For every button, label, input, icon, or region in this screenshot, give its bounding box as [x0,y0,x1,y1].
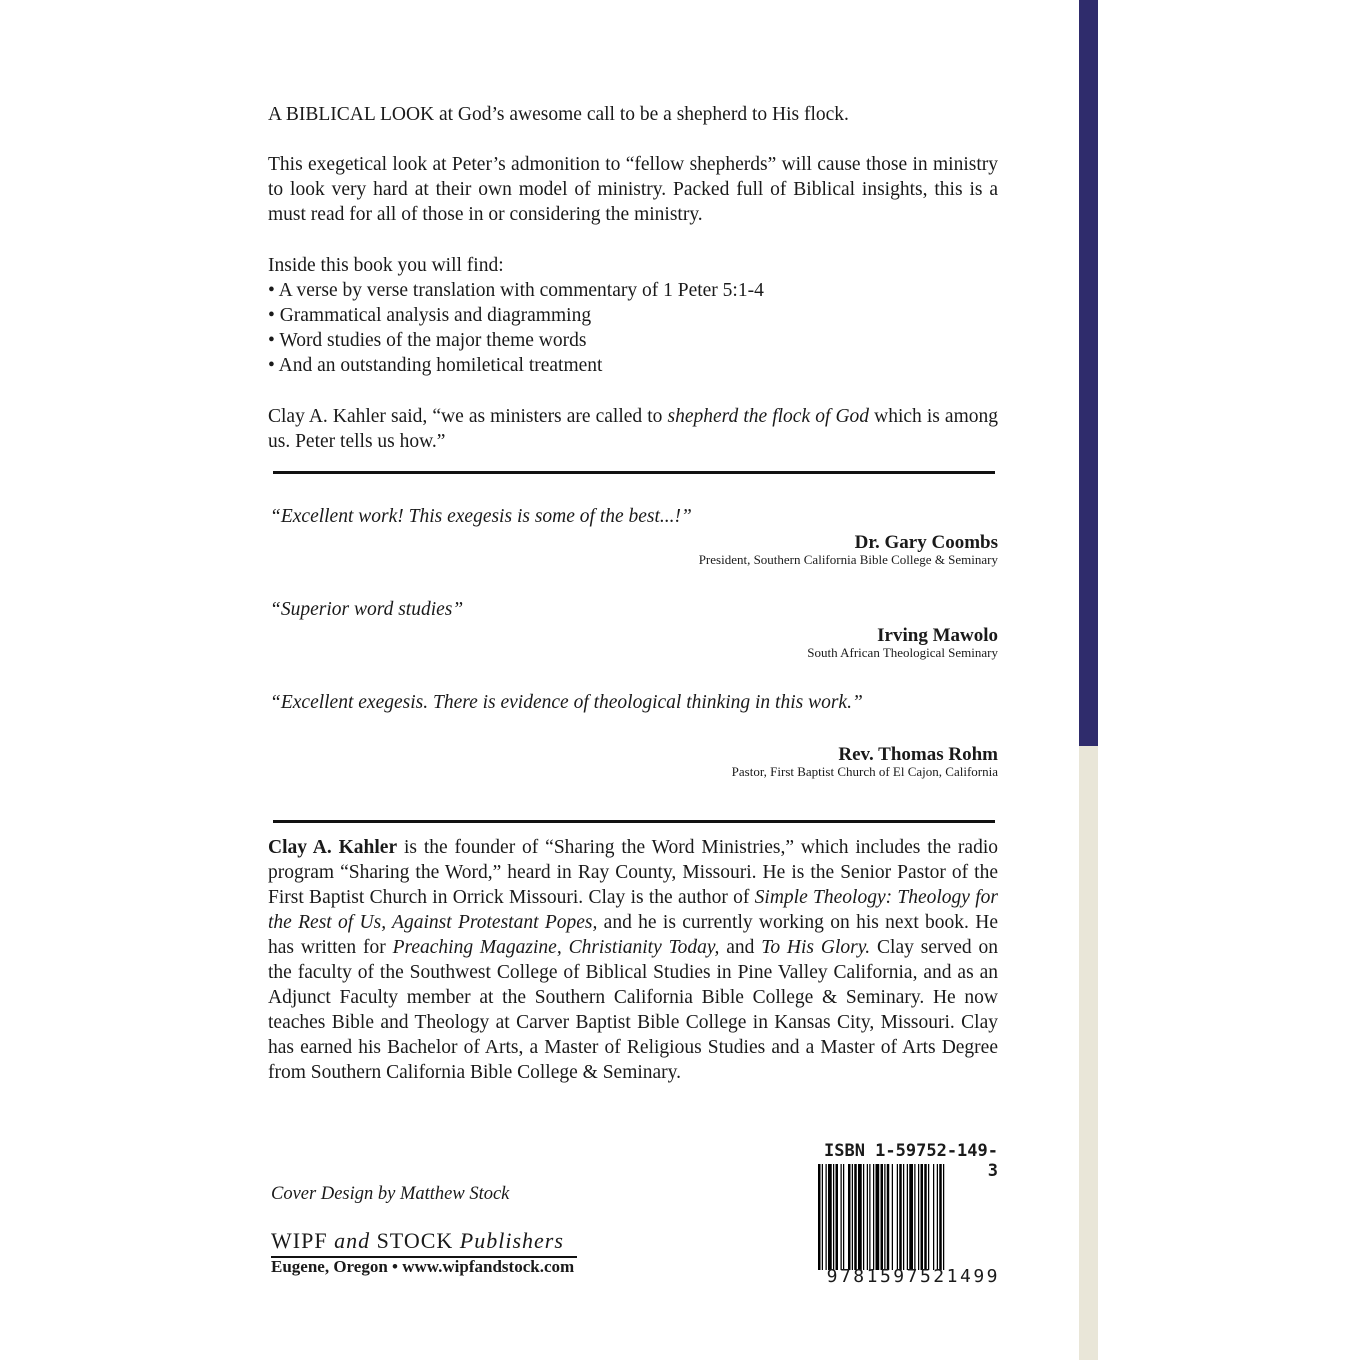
author-bio [268,835,998,1085]
endorser-role: President, Southern California Bible College & Seminary [698,552,998,567]
author-name: Clay A. Kahler [268,837,398,858]
barcode-bar [907,1164,908,1270]
barcode-bar [852,1164,853,1270]
endorsement-attribution [500,626,998,660]
endorsement-quote: “Excellent work! This exegesis is some of the best...!” [270,506,692,527]
barcode-bar [863,1164,864,1270]
endorser-name: Dr. Gary Coombs [854,532,998,553]
barcode-bar [924,1164,927,1270]
barcode-bar [876,1164,880,1270]
barcode-bar [884,1164,885,1270]
barcode-bar [937,1164,938,1270]
endorser-role: Pastor, First Baptist Church of El Cajon, California [731,764,998,779]
contents-list [268,253,998,378]
barcode-bar [858,1164,862,1270]
barcode-bar [933,1164,934,1270]
endorser-name: Irving Mawolo [877,625,998,646]
blurb-description [268,152,998,227]
barcode-bar [928,1164,929,1270]
barcode-bar [914,1164,915,1270]
barcode-bar [939,1164,942,1270]
barcode-bar [818,1164,821,1270]
endorser-role: South African Theological Seminary [807,645,998,660]
barcode-bar [918,1164,919,1270]
cover-design-credit: Cover Design by Matthew Stock [271,1184,510,1204]
barcode-bar [867,1164,868,1270]
barcode-bar [892,1164,893,1270]
spine-cream-band [1079,746,1098,1360]
barcode-bar [841,1164,842,1270]
list-item: • And an outstanding homiletical treatment [268,355,603,376]
endorsement-attribution [500,745,998,779]
blurb-intro-text: A BIBLICAL LOOK at God’s awesome call to be a shepherd to His flock. [268,104,849,125]
list-item: • Word studies of the major theme words [268,330,587,351]
barcode-bar [826,1164,827,1270]
barcode-number: 9781597521499 [826,1266,1000,1287]
blurb-intro [268,102,998,127]
contents-list-title: Inside this book you will find: [268,255,504,276]
barcode-bar [881,1164,884,1270]
list-item: • A verse by verse translation with commentary of 1 Peter 5:1-4 [268,280,764,301]
author-quote-text: Clay A. Kahler said, “we as ministers are called to shepherd the flock of God which is among us. Peter tells us how.” [268,406,998,452]
endorsement-attribution [500,533,998,567]
barcode-bar [943,1164,944,1270]
barcode-bar [899,1164,902,1270]
barcode-bar [836,1164,839,1270]
list-item: • Grammatical analysis and diagramming [268,305,592,326]
barcode-bar [921,1164,924,1270]
divider-bottom [273,820,995,823]
barcode-bar [887,1164,890,1270]
barcode-bar [843,1164,844,1270]
endorsement-quote: “Excellent exegesis. There is evidence of theological thinking in this work.” [270,692,863,713]
author-quote [268,404,998,454]
barcode-bar [909,1164,913,1270]
barcode-bar [869,1164,870,1270]
page-margin [1098,0,1360,1360]
divider-top [273,471,995,474]
barcode-bar [854,1164,857,1270]
endorsement-quote: “Superior word studies” [270,599,464,620]
blurb-description-text: This exegetical look at Peter’s admonition to “fellow shepherds” will cause those in ministry to look very hard at their own model of ministry. Packed full of Biblical insights, this is a must read for all of those in or considering the ministry. [268,154,998,225]
isbn-label: ISBN 1-59752-149-3 [824,1141,998,1181]
barcode-bar [897,1164,898,1270]
spine-navy-band [1079,0,1098,746]
publisher-location: Eugene, Oregon • www.wipfandstock.com [271,1257,575,1276]
barcode-bar [848,1164,851,1270]
author-bio-text: Clay A. Kahler is the founder of “Sharing the Word Ministries,” which includes the radio program “Sharing the Word,” heard in Ray County, Missouri. He is the Senior Pastor of the First Baptist Church in Orrick Missouri. Clay is the author of Simple Theology: Theology for the Rest of Us, Against Protestant Popes, and he is currently working on his next book. He has written for Preaching Magazine, Christianity Today, and To His Glory. Clay served on the faculty of the Southwest College of Biblical Studies in Pine Valley California, and as an Adjunct Faculty member at the Southern California Bible College & Seminary. He now teaches Bible and Theology at Carver Baptist Bible College in Kansas City, Missouri. Clay has earned his Bachelor of Arts, a Master of Religious Studies and a Master of Arts Degree from Southern California Bible College & Seminary. [268,837,999,1083]
barcode-bar [822,1164,823,1270]
endorser-name: Rev. Thomas Rohm [838,744,998,765]
barcode-bar [873,1164,874,1270]
publisher-logo: WIPF and STOCK Publishers [271,1228,577,1258]
barcode-bar [833,1164,834,1270]
barcode [818,1164,998,1270]
barcode-bar [828,1164,832,1270]
barcode-bar [903,1164,904,1270]
